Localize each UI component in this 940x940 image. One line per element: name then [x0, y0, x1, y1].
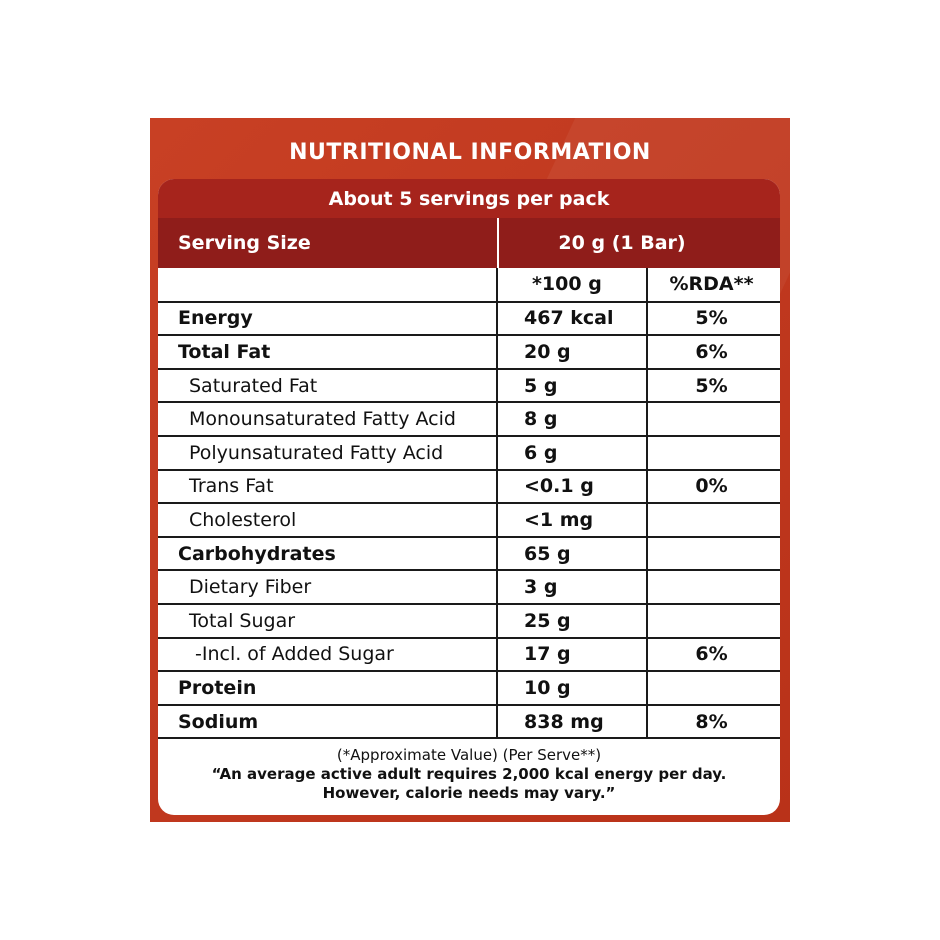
nutrient-amount: 467 kcal [497, 302, 647, 336]
servings-per-pack: About 5 servings per pack [158, 179, 780, 218]
table-row [158, 402, 780, 436]
nutrient-amount: 6 g [497, 436, 647, 470]
table-row [158, 436, 780, 470]
nutrient-amount: 3 g [497, 570, 647, 604]
nutrient-name: -Incl. of Added Sugar [158, 638, 497, 672]
header-per-100g: *100 g [497, 268, 647, 302]
nutrient-name: Sodium [158, 705, 497, 739]
nutrient-amount: 5 g [497, 369, 647, 403]
nutrient-name: Saturated Fat [158, 369, 497, 403]
table-row [158, 369, 780, 403]
header-rda: %RDA** [647, 268, 780, 302]
panel-title: NUTRITIONAL INFORMATION [289, 140, 651, 165]
nutrient-amount: <1 mg [497, 503, 647, 537]
table-row [158, 638, 780, 672]
nutrient-name: Monounsaturated Fatty Acid [158, 402, 497, 436]
header-nutrient-cell [158, 268, 497, 302]
footnote-approx: (*Approximate Value) (Per Serve**) [336, 746, 602, 764]
nutrient-name: Carbohydrates [158, 537, 497, 571]
nutrition-panel [150, 118, 790, 822]
nutrient-rda [647, 503, 780, 537]
nutrient-name: Trans Fat [158, 470, 497, 504]
table-row [158, 705, 780, 739]
nutrient-name: Total Sugar [158, 604, 497, 638]
table-row [158, 537, 780, 571]
table-row [158, 470, 780, 504]
nutrient-name: Dietary Fiber [158, 570, 497, 604]
footnote [158, 746, 780, 803]
table-row [158, 570, 780, 604]
nutrient-name: Polyunsaturated Fatty Acid [158, 436, 497, 470]
nutrition-card [158, 179, 780, 815]
nutrient-rda: 0% [647, 470, 780, 504]
nutrient-amount: 838 mg [497, 705, 647, 739]
serving-size-row [158, 218, 780, 268]
nutrient-rda [647, 436, 780, 470]
nutrient-name: Total Fat [158, 335, 497, 369]
nutrient-rda [647, 402, 780, 436]
nutrient-name: Protein [158, 671, 497, 705]
table-row [158, 335, 780, 369]
table-row [158, 302, 780, 336]
nutrient-name: Energy [158, 302, 497, 336]
nutrient-amount: 65 g [497, 537, 647, 571]
nutrient-rda [647, 671, 780, 705]
table-header-row [158, 268, 780, 302]
nutrient-amount: 20 g [497, 335, 647, 369]
nutrient-rda [647, 604, 780, 638]
nutrient-amount: 10 g [497, 671, 647, 705]
footnote-adult-energy: “An average active adult requires 2,000 kcal energy per day. [211, 765, 727, 783]
nutrient-rda: 6% [647, 638, 780, 672]
table-row [158, 503, 780, 537]
footnote-calorie-needs: However, calorie needs may vary.” [322, 784, 616, 802]
table-row [158, 604, 780, 638]
nutrient-amount: 25 g [497, 604, 647, 638]
serving-size-value: 20 g (1 Bar) [558, 232, 686, 254]
nutrient-rda: 6% [647, 335, 780, 369]
nutrient-amount: 8 g [497, 402, 647, 436]
nutrient-rda [647, 570, 780, 604]
serving-size-label: Serving Size [178, 232, 311, 254]
nutrient-rda [647, 537, 780, 571]
nutrient-amount: <0.1 g [497, 470, 647, 504]
table-row [158, 671, 780, 705]
nutrition-table [158, 268, 780, 739]
nutrient-name: Cholesterol [158, 503, 497, 537]
nutrient-rda: 5% [647, 369, 780, 403]
nutrient-amount: 17 g [497, 638, 647, 672]
nutrient-rda: 8% [647, 705, 780, 739]
nutrient-rda: 5% [647, 302, 780, 336]
